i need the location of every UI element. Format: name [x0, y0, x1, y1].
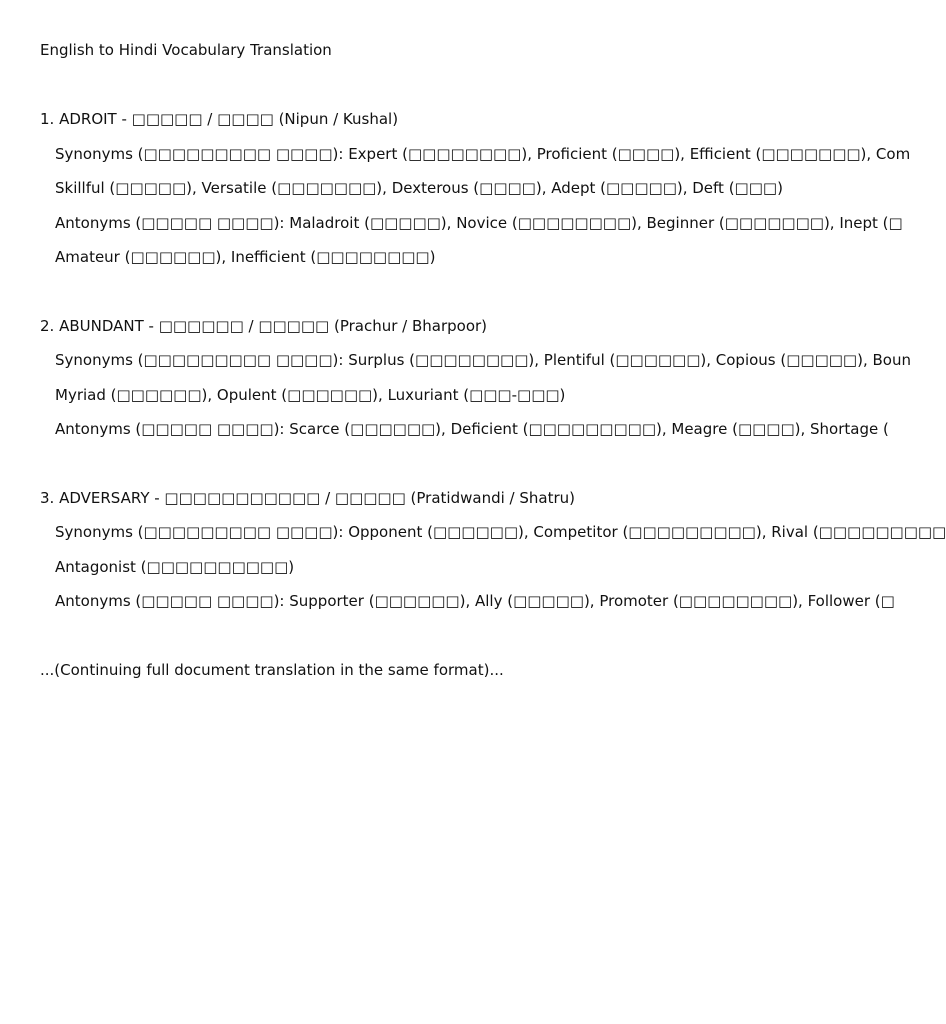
vocab-entry-abundant: [40, 316, 911, 440]
antonyms-line: Antonyms (□□□□□ □□□□): Supporter (□□□□□□), Ally (□□□□□), Promoter (□□□□□□□□), Follower (□: [55, 592, 895, 610]
synonyms-line-continued: Skillful (□□□□□), Versatile (□□□□□□□), Dexterous (□□□□), Adept (□□□□□), Deft (□□□): [55, 179, 783, 197]
entry-headword: 3. ADVERSARY - □□□□□□□□□□□ / □□□□□ (Pratidwandi / Shatru): [40, 488, 575, 507]
vocab-entry-adversary: [40, 488, 946, 612]
synonyms-line: Synonyms (□□□□□□□□□ □□□□): Opponent (□□□□□□), Competitor (□□□□□□□□□), Rival (□□□□□□□□□: [55, 523, 946, 541]
synonyms-line: Synonyms (□□□□□□□□□ □□□□): Surplus (□□□□□□□□), Plentiful (□□□□□□), Copious (□□□□□), Boun: [55, 351, 911, 369]
document-page: [40, 40, 946, 680]
antonyms-line: Antonyms (□□□□□ □□□□): Maladroit (□□□□□), Novice (□□□□□□□□), Beginner (□□□□□□□), Inept (□: [55, 213, 903, 232]
antonyms-line-continued: Amateur (□□□□□□), Inefficient (□□□□□□□□): [55, 248, 436, 266]
entry-headword: 2. ABUNDANT - □□□□□□ / □□□□□ (Prachur / Bharpoor): [40, 316, 488, 335]
continuation-note: ...(Continuing full document translation in the same format)...: [40, 660, 504, 679]
synonyms-line-continued: Myriad (□□□□□□), Opulent (□□□□□□), Luxuriant (□□□-□□□): [55, 385, 566, 404]
entry-headword: 1. ADROIT - □□□□□ / □□□□ (Nipun / Kushal): [40, 110, 399, 128]
vocab-entry-adroit: [40, 109, 911, 267]
synonyms-line: Synonyms (□□□□□□□□□ □□□□): Expert (□□□□□□□□), Proficient (□□□□), Efficient (□□□□□□□), Com: [55, 144, 911, 163]
synonyms-line-continued: Antagonist (□□□□□□□□□□): [55, 557, 295, 576]
antonyms-line: Antonyms (□□□□□ □□□□): Scarce (□□□□□□), Deficient (□□□□□□□□□), Meagre (□□□□), Shortage (: [55, 420, 889, 438]
document-title: English to Hindi Vocabulary Translation: [40, 41, 332, 59]
